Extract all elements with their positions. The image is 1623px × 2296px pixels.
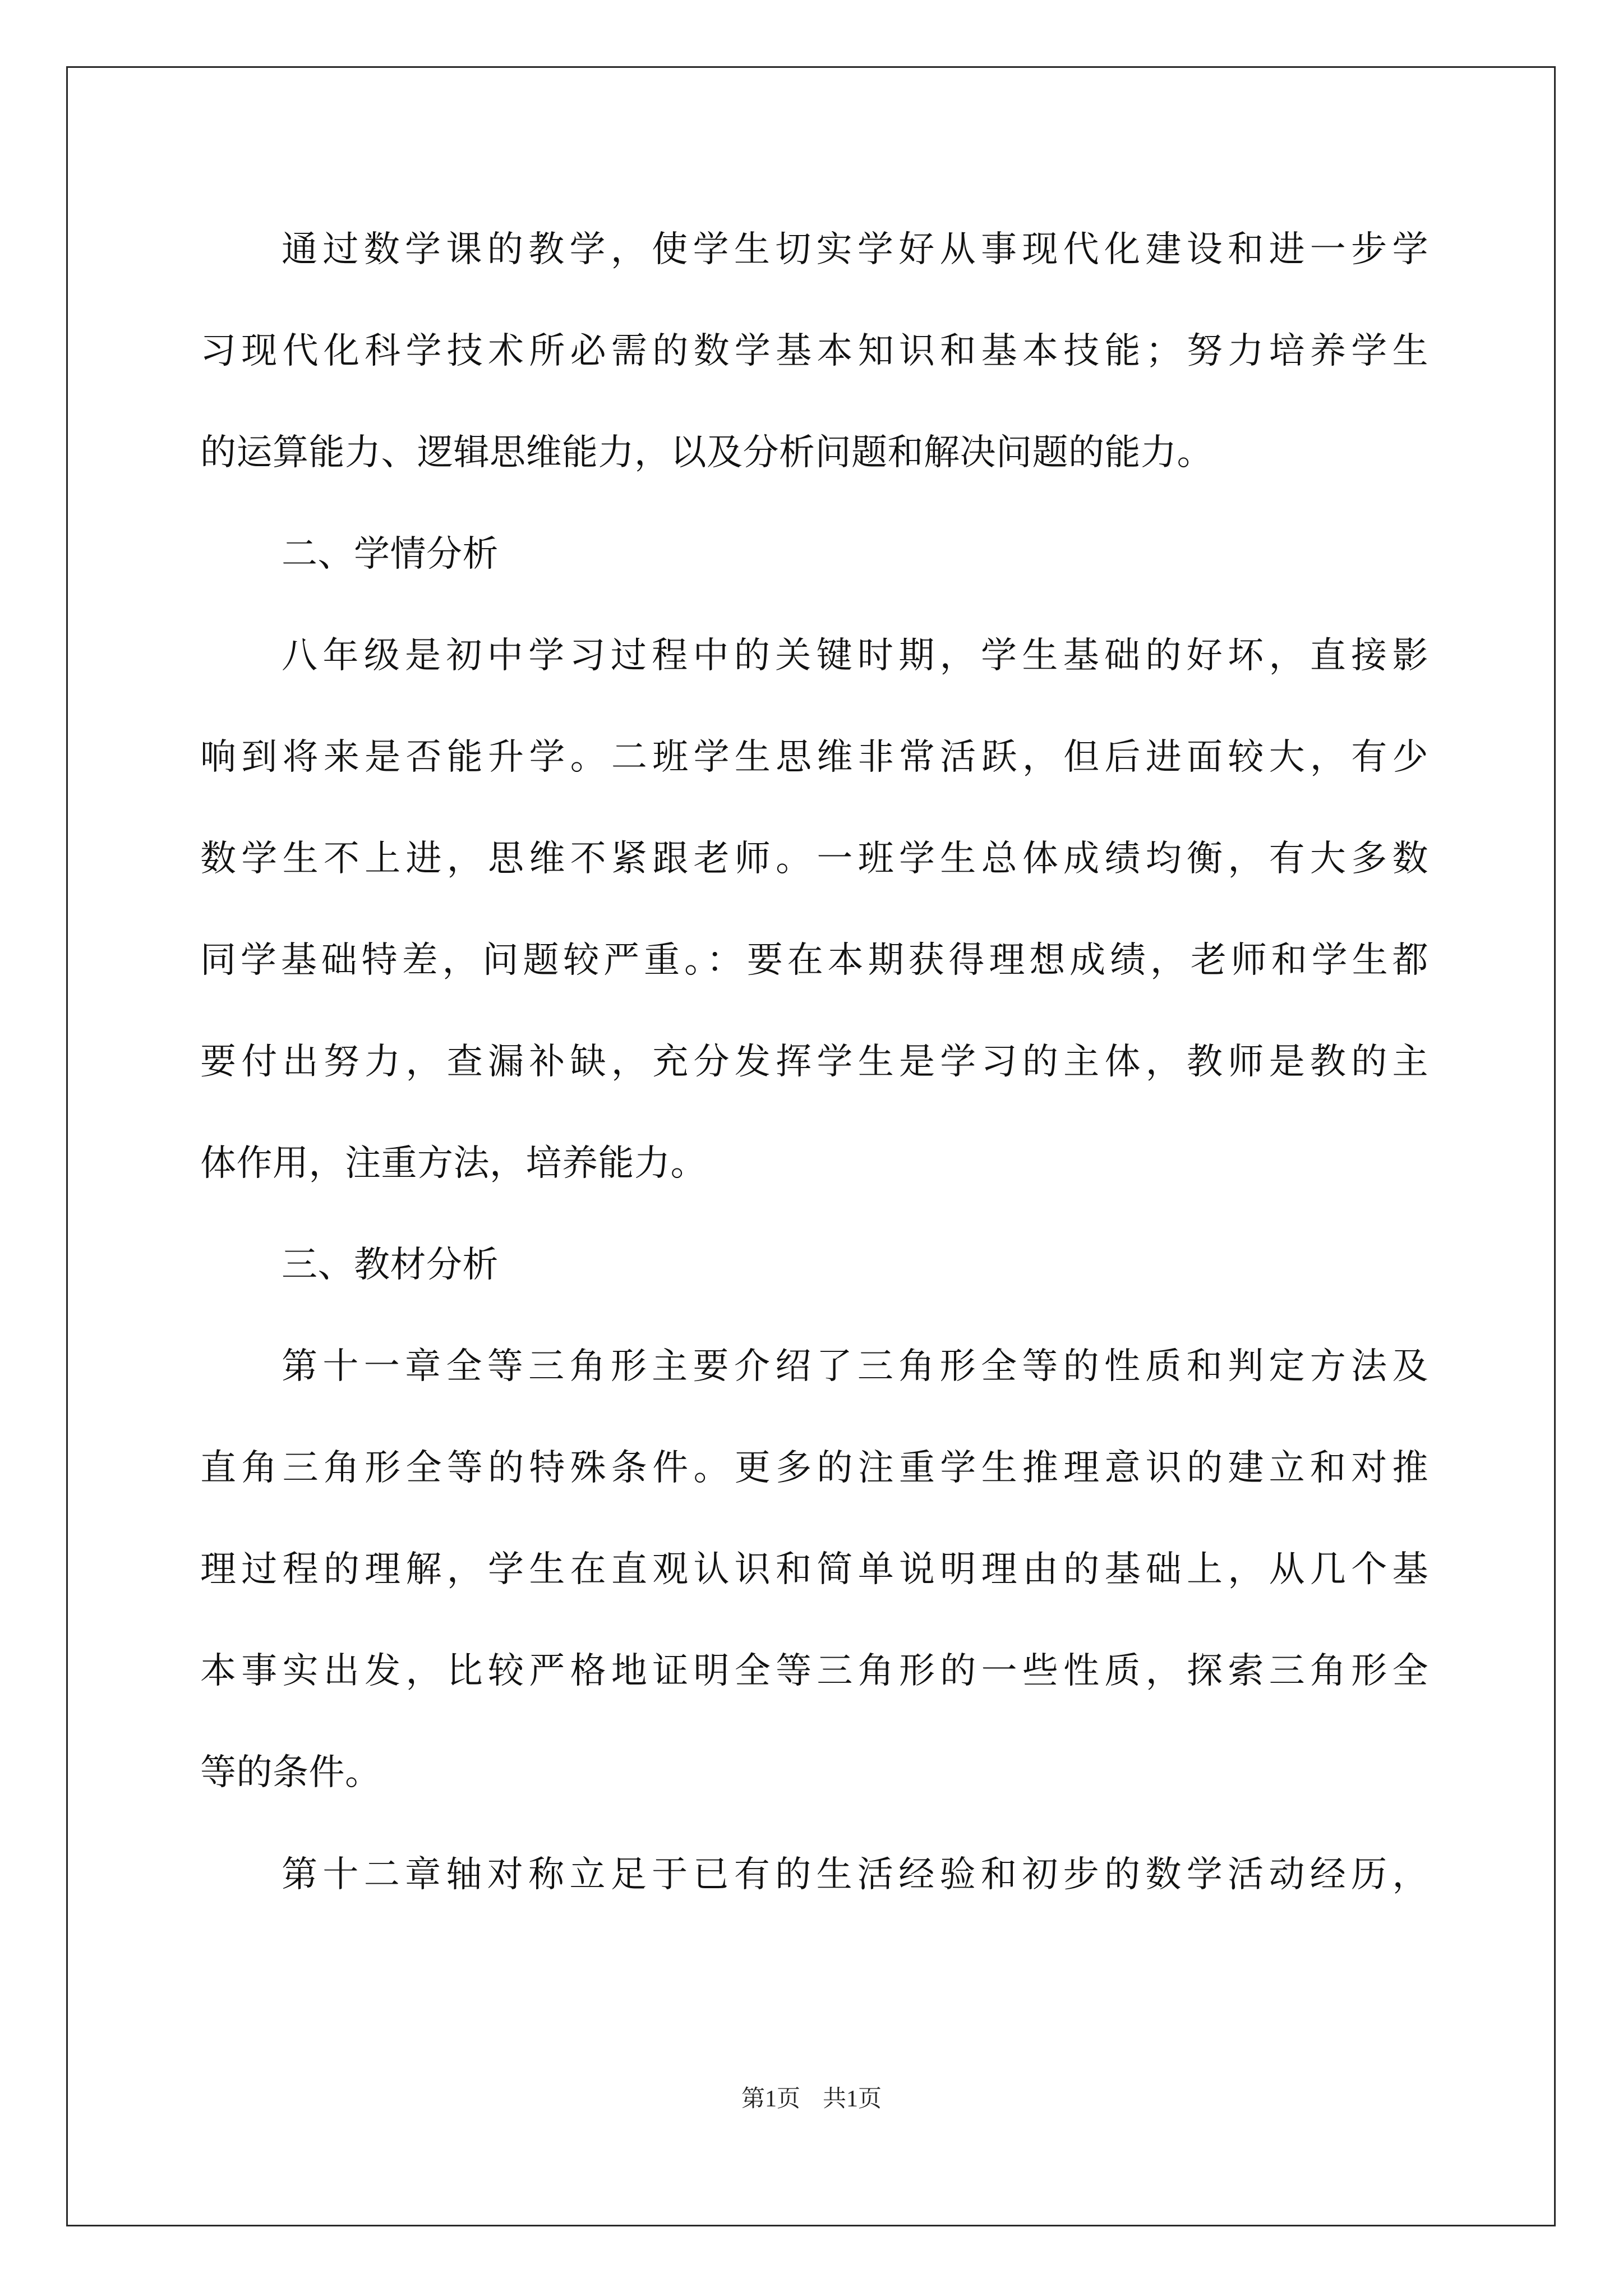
page-number: 第1页 bbox=[741, 2086, 800, 2112]
paragraph-line: 要付出努力，查漏补缺，充分发挥学生是学习的主体，教师是教的主 bbox=[200, 1041, 1428, 1083]
section-heading: 三、教材分析 bbox=[282, 1244, 499, 1286]
paragraph-line: 通过数学课的教学，使学生切实学好从事现代化建设和进一步学 bbox=[282, 229, 1428, 270]
page-total: 共1页 bbox=[823, 2086, 882, 2112]
paragraph-line: 第十一章全等三角形主要介绍了三角形全等的性质和判定方法及 bbox=[282, 1346, 1428, 1387]
paragraph-line: 的运算能力、逻辑思维能力，以及分析问题和解决问题的能力。 bbox=[200, 432, 1213, 473]
paragraph-line: 八年级是初中学习过程中的关键时期，学生基础的好坏，直接影 bbox=[282, 635, 1428, 677]
paragraph-line: 第十二章轴对称立足于已有的生活经验和初步的数学活动经历， bbox=[282, 1854, 1428, 1895]
paragraph-line: 本事实出发，比较严格地证明全等三角形的一些性质，探索三角形全 bbox=[200, 1650, 1428, 1692]
paragraph-line: 理过程的理解，学生在直观认识和简单说明理由的基础上，从几个基 bbox=[200, 1549, 1428, 1590]
paragraph-line: 响到将来是否能升学。二班学生思维非常活跃，但后进面较大，有少 bbox=[200, 737, 1428, 778]
paragraph-line: 体作用，注重方法，培养能力。 bbox=[200, 1143, 707, 1184]
paragraph-line: 等的条件。 bbox=[200, 1752, 381, 1793]
paragraph-line: 数学生不上进，思维不紧跟老师。一班学生总体成绩均衡，有大多数 bbox=[200, 838, 1428, 880]
paragraph-line: 同学基础特差，问题较严重。：要在本期获得理想成绩，老师和学生都 bbox=[200, 940, 1428, 981]
paragraph-line: 直角三角形全等的特殊条件。更多的注重学生推理意识的建立和对推 bbox=[200, 1447, 1428, 1489]
page-footer bbox=[0, 2082, 1623, 2116]
paragraph-line: 习现代化科学技术所必需的数学基本知识和基本技能；努力培养学生 bbox=[200, 330, 1428, 372]
section-heading: 二、学情分析 bbox=[282, 533, 499, 575]
